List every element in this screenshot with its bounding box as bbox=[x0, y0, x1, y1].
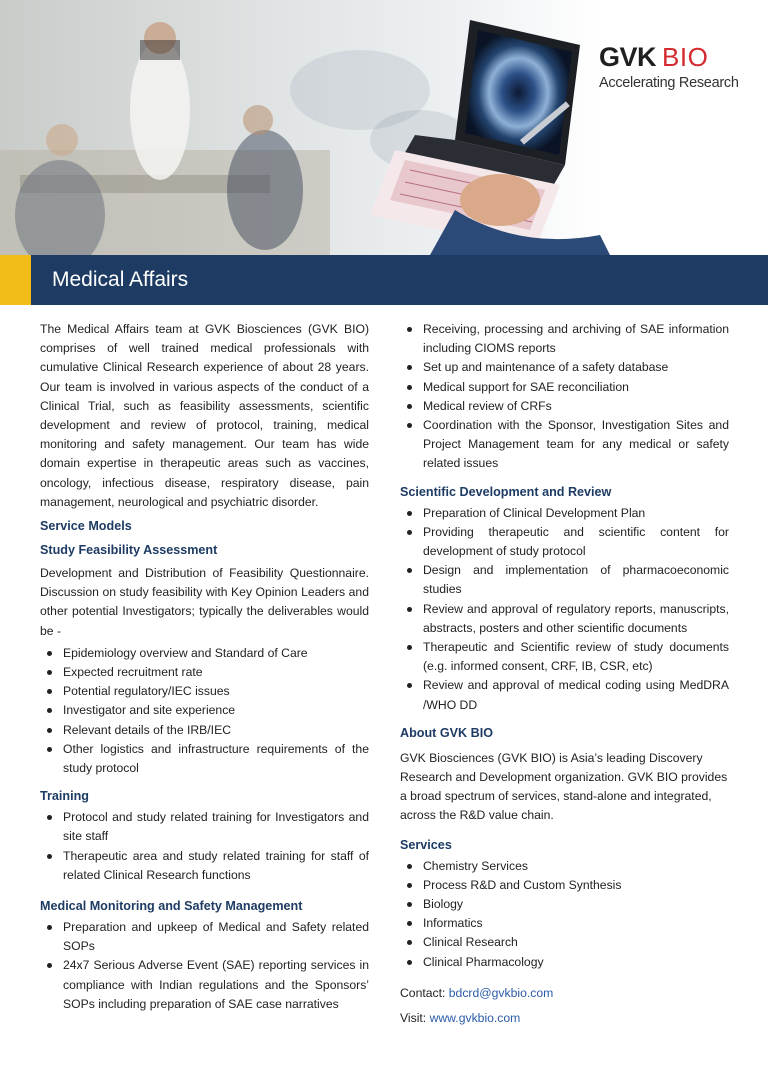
hero-banner bbox=[0, 0, 768, 255]
feasibility-paragraph: Development and Distribution of Feasibility Questionnaire. Discussion on study feasibility with Key Opinion Leaders and other potential Investigators; typically the deliverables would be - bbox=[40, 566, 369, 638]
list-item: Coordination with the Sponsor, Investigation Sites and Project Management team for any medical or safety related issues bbox=[400, 416, 729, 474]
list-item: Medical support for SAE reconciliation bbox=[400, 378, 729, 397]
list-item: 24x7 Serious Adverse Event (SAE) reporting services in compliance with Indian regulations and the Sponsors’ SOPs including preparation of SAE case narratives bbox=[40, 956, 369, 1014]
scientific-heading: Scientific Development and Review bbox=[400, 484, 612, 499]
left-column bbox=[40, 320, 369, 1014]
monitoring-heading: Medical Monitoring and Safety Management bbox=[40, 899, 303, 914]
title-accent-bar bbox=[0, 255, 31, 305]
hero-photo bbox=[0, 0, 768, 255]
list-item: Relevant details of the IRB/IEC bbox=[40, 721, 369, 740]
scientific-list bbox=[400, 504, 729, 715]
logo-tagline: Accelerating Research bbox=[599, 75, 739, 91]
monitoring-list-continued bbox=[400, 320, 729, 474]
list-item: Review and approval of medical coding using MedDRA /WHO DD bbox=[400, 676, 729, 714]
title-bar bbox=[0, 255, 768, 305]
list-item: Chemistry Services bbox=[400, 857, 729, 876]
service-models-heading: Service Models bbox=[40, 519, 132, 534]
list-item: Medical review of CRFs bbox=[400, 397, 729, 416]
logo-bio-text: BIO bbox=[662, 42, 709, 72]
list-item: Providing therapeutic and scientific content for development of study protocol bbox=[400, 523, 729, 561]
training-heading: Training bbox=[40, 789, 89, 804]
visit-line bbox=[400, 1009, 729, 1028]
feasibility-heading: Study Feasibility Assessment bbox=[40, 543, 218, 558]
about-heading: About GVK BIO bbox=[400, 725, 494, 740]
list-item: Protocol and study related training for Investigators and site staff bbox=[40, 808, 369, 846]
list-item: Epidemiology overview and Standard of Care bbox=[40, 644, 369, 663]
list-item: Clinical Research bbox=[400, 933, 729, 952]
visit-label: Visit: bbox=[400, 1011, 430, 1026]
list-item: Review and approval of regulatory reports, manuscripts, abstracts, posters and other scientific documents bbox=[400, 600, 729, 638]
list-item: Other logistics and infrastructure requirements of the study protocol bbox=[40, 740, 369, 778]
list-item: Receiving, processing and archiving of SAE information including CIOMS reports bbox=[400, 320, 729, 358]
training-list bbox=[40, 808, 369, 885]
list-item: Preparation of Clinical Development Plan bbox=[400, 504, 729, 523]
contact-line bbox=[400, 984, 729, 1003]
services-list bbox=[400, 857, 729, 972]
list-item: Therapeutic area and study related training for staff of related Clinical Research functions bbox=[40, 847, 369, 885]
list-item: Expected recruitment rate bbox=[40, 663, 369, 682]
website-link[interactable]: www.gvkbio.com bbox=[429, 1011, 521, 1026]
services-heading: Services bbox=[400, 837, 452, 852]
list-item: Investigator and site experience bbox=[40, 701, 369, 720]
monitoring-list bbox=[40, 918, 369, 1014]
list-item: Biology bbox=[400, 895, 729, 914]
about-paragraph: GVK Biosciences (GVK BIO) is Asia’s leading Discovery Research and Development organization. GVK BIO provides a broad spectrum of services, stand-alone and integrated, across the R&D value chain. bbox=[400, 750, 728, 823]
list-item: Design and implementation of pharmacoeconomic studies bbox=[400, 561, 729, 599]
intro-paragraph: The Medical Affairs team at GVK Biosciences (GVK BIO) comprises of well trained medical professionals with cumulative Clinical Research experience of about 28 years. Our team is involved in various aspects of the conduct of a Clinical Trial, such as feasibility assessments, scientific development and review of protocol, training, medical monitoring and safety management. Our team has wide domain expertise in therapeutic areas such as vaccines, oncology, infectious disease, respiratory disease, pain management, neurological and psychiatric disorder. bbox=[40, 322, 369, 509]
right-column bbox=[400, 320, 729, 1028]
list-item: Potential regulatory/IEC issues bbox=[40, 682, 369, 701]
gvk-bio-logo bbox=[599, 42, 749, 91]
list-item: Clinical Pharmacology bbox=[400, 953, 729, 972]
logo-gvk-text: GVK bbox=[599, 42, 657, 72]
contact-email-link[interactable]: bdcrd@gvkbio.com bbox=[448, 985, 554, 1000]
list-item: Therapeutic and Scientific review of study documents (e.g. informed consent, CRF, IB, CSR, etc) bbox=[400, 638, 729, 676]
list-item: Preparation and upkeep of Medical and Safety related SOPs bbox=[40, 918, 369, 956]
feasibility-list bbox=[40, 644, 369, 778]
page-title: Medical Affairs bbox=[52, 268, 189, 291]
list-item: Informatics bbox=[400, 914, 729, 933]
list-item: Set up and maintenance of a safety database bbox=[400, 358, 729, 377]
list-item: Process R&D and Custom Synthesis bbox=[400, 876, 729, 895]
contact-label: Contact: bbox=[400, 985, 449, 1000]
